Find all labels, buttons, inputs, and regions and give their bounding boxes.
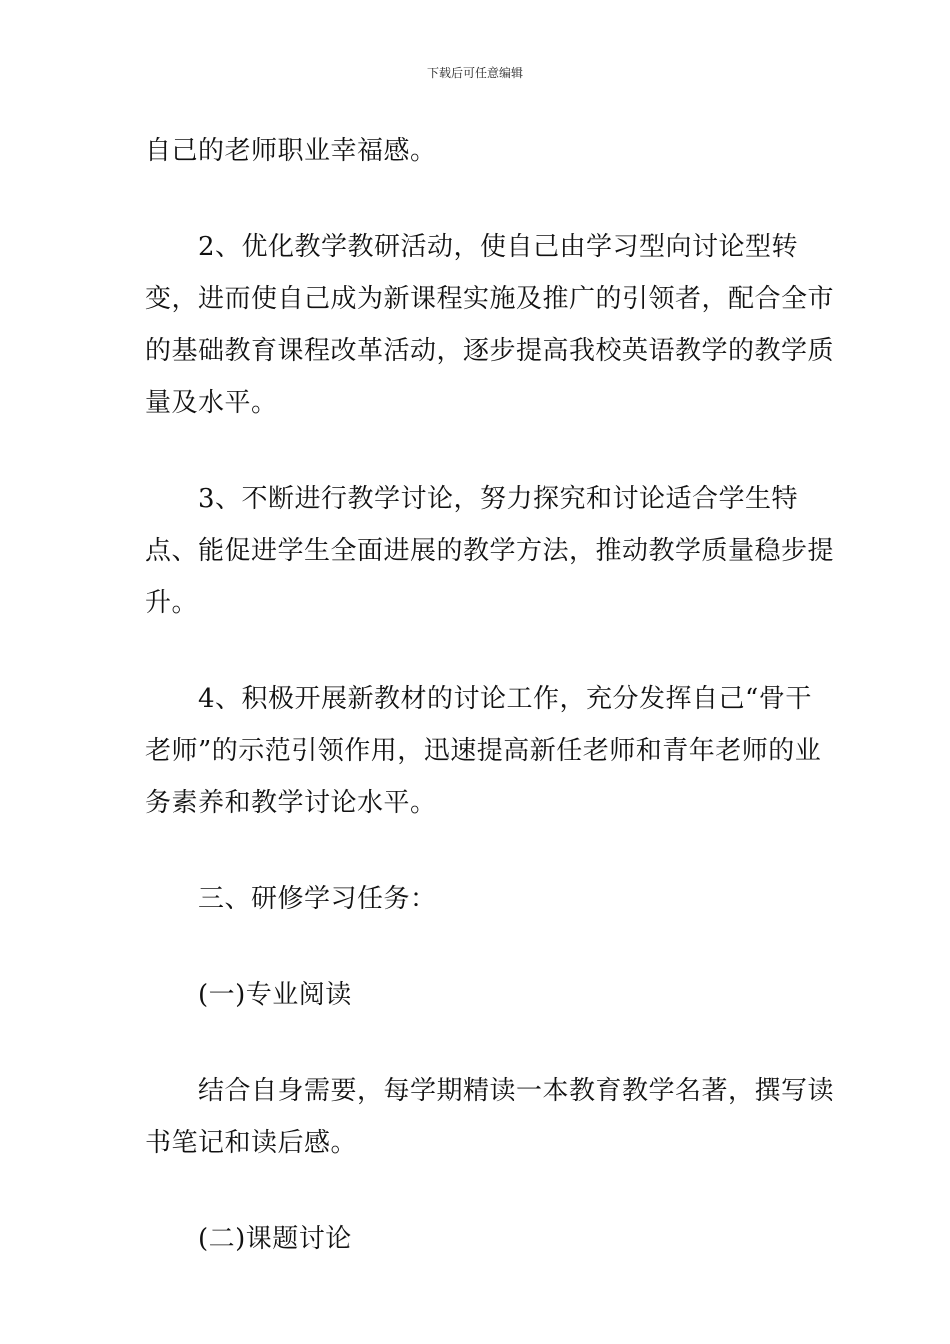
paragraph-item-2: 2、优化教学教研活动，使自己由学习型向讨论型转变，进而使自己成为新课程实施及推广的引领者，配合全市的基础教育课程改革活动，逐步提高我校英语教学的教学质量及水平。	[145, 232, 835, 418]
paragraph-gap	[145, 429, 835, 473]
paragraph-item-3: 3、不断进行教学讨论，努力探究和讨论适合学生特点、能促进学生全面进展的教学方法，推动教学质量稳步提升。	[145, 484, 835, 618]
paragraph-gap	[145, 829, 835, 873]
page-header: 下载后可任意编辑	[426, 66, 523, 80]
paragraph-gap	[145, 925, 835, 969]
paragraph-gap	[145, 1021, 835, 1065]
subheading-professional-reading: (一)专业阅读	[198, 980, 352, 1010]
paragraph-reading-task: 结合自身需要，每学期精读一本教育教学名著，撰写读书笔记和读后感。	[145, 1076, 835, 1158]
section-heading-three: 三、研修学习任务：	[198, 884, 437, 914]
document-body	[145, 125, 835, 1265]
subheading-research-topic: (二)课题讨论	[198, 1224, 352, 1254]
paragraph-gap	[145, 629, 835, 673]
paragraph-gap	[145, 1169, 835, 1213]
paragraph-gap	[145, 177, 835, 221]
paragraph-item-4: 4、积极开展新教材的讨论工作，充分发挥自己“骨干老师”的示范引领作用，迅速提高新任老师和青年老师的业务素养和教学讨论水平。	[145, 684, 822, 818]
paragraph-continuation: 自己的老师职业幸福感。	[145, 136, 437, 166]
